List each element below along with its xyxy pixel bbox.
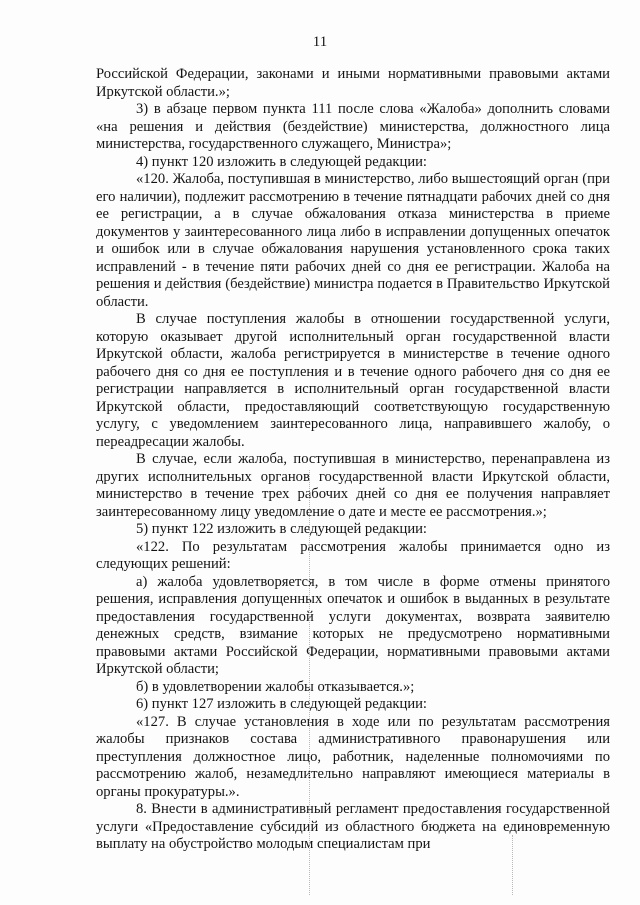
paragraph-item-5: 5) пункт 122 изложить в следующей редакции: [136,521,427,537]
document-body [96,66,610,854]
paragraph-redirect-complaint: В случае поступления жалобы в отношении государственной услуги, которую оказывает другой исполнительный орган государственной власти Иркутской области, жалоба регистрируется в министерстве в течение одного рабочего дня со дня ее поступления и в течение одного рабочего дня со дня ее регистрации направляется в исполнительный орган государственной власти Иркутской области, предоставляющий соответствующую государственную услугу, с уведомлением заинтересованного лица, направившего жалобу, о переадресации жалобы. [96,311,610,450]
paragraph-decision-b: б) в удовлетворении жалобы отказывается.»; [136,678,415,695]
paragraph-continuation: Российской Федерации, законами и иными нормативными правовыми актами Иркутской области.»; [96,66,610,100]
paragraph-item-6: 6) пункт 127 изложить в следующей редакции: [136,696,427,712]
paragraph-decision-a: а) жалоба удовлетворяется, в том числе в форме отмены принятого решения, исправления допущенных опечаток и ошибок в выданных в результате предоставления государственной услуги документах, возврата заявителю денежных средств, взимание которых не предусмотрено нормативными правовыми актами Российской Федерации, нормативными правовыми актами Иркутской области; [96,573,610,677]
paragraph-item-8: 8. Внести в административный регламент предоставления государственной услуги «Предоставление субсидий из областного бюджета на единовременную выплату на обустройство молодым специалистам при [96,801,610,852]
scan-fold-line-lower [512,835,513,895]
paragraph-item-3: 3) в абзаце первом пункта 111 после слова «Жалоба» дополнить словами «на решения и действия (бездействие) министерства, должностного лица министерства, государственного служащего, Министра»; [96,101,610,152]
scan-fold-line [309,470,310,895]
paragraph-item-4: 4) пункт 120 изложить в следующей редакции: [136,153,427,170]
paragraph-clause-122: «122. По результатам рассмотрения жалобы принимается одно из следующих решений: [96,538,610,572]
paragraph-clause-127: «127. В случае установления в ходе или по результатам рассмотрения жалобы признаков состава административного правонарушения или преступления должностное лицо, работник, наделенные полномочиями по рассмотрению жалоб, незамедлительно направляют имеющиеся материалы в органы прокуратуры.». [96,713,610,800]
paragraph-forwarded-complaint: В случае, если жалоба, поступившая в министерство, перенаправлена из других исполнительных органов государственной власти Иркутской области, министерство в течение трех рабочих дней со дня ее получения направляет заинтересованному лицу уведомление о дате и месте ее рассмотрения.»; [96,451,610,520]
page-number: 11 [312,34,328,50]
paragraph-clause-120: «120. Жалоба, поступившая в министерство, либо вышестоящий орган (при его наличии), подлежит рассмотрению в течение пятнадцати рабочих дней со дня ее регистрации, а в случае обжалования отказа министерства в приеме документов у заинтересованного лица либо в исправлении допущенных опечаток и ошибок или в случае обжалования нарушения установленного срока таких исправлений - в течение пяти рабочих дней со дня ее регистрации. Жалоба на решения и действия (бездействие) министра подается в Правительство Иркутской области. [96,171,610,310]
